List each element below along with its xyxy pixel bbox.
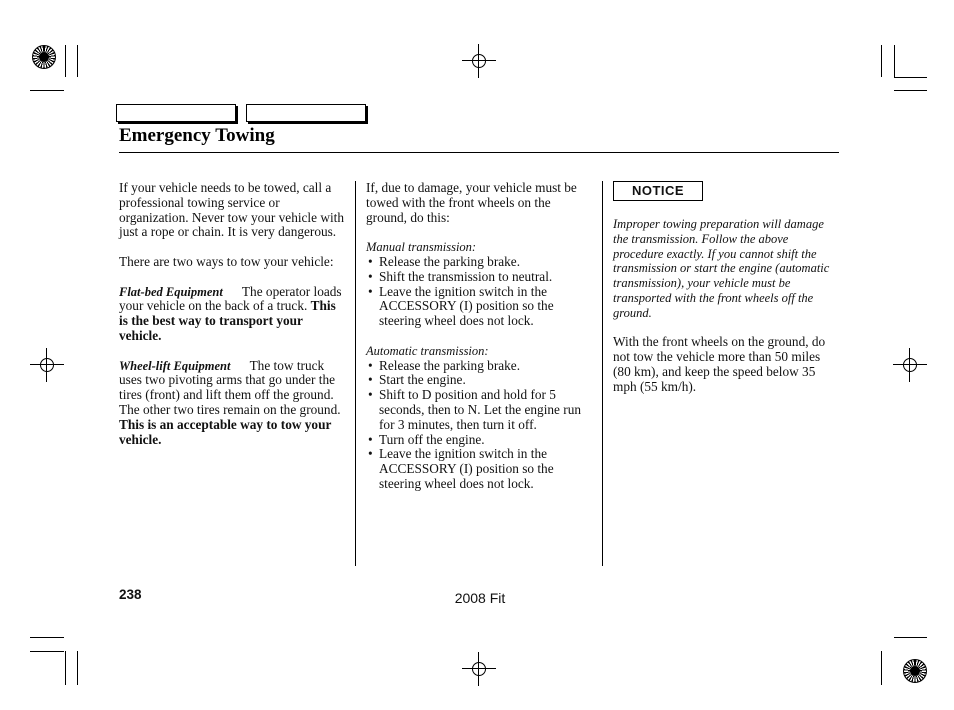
crop-mark bbox=[77, 45, 78, 77]
column-divider bbox=[602, 181, 603, 566]
page-number: 238 bbox=[119, 587, 142, 602]
automatic-steps-list bbox=[366, 359, 594, 492]
ways-paragraph: There are two ways to tow your vehicle: bbox=[119, 253, 334, 269]
flatbed-text: The operator loads your vehicle on the back of a truck. bbox=[119, 283, 342, 314]
crop-mark bbox=[77, 651, 78, 685]
crosshair-icon bbox=[462, 44, 496, 78]
automatic-transmission-heading: Automatic transmission: bbox=[366, 343, 489, 358]
footer-model: 2008 Fit bbox=[454, 590, 506, 606]
notice-badge: NOTICE bbox=[613, 181, 703, 201]
nav-tab-contents[interactable] bbox=[116, 104, 236, 122]
manual-steps-list bbox=[366, 255, 594, 329]
nav-tab-index[interactable] bbox=[246, 104, 366, 122]
crop-mark bbox=[30, 651, 64, 652]
list-item: • Release the parking brake. bbox=[366, 359, 594, 374]
crosshair-icon bbox=[30, 348, 64, 382]
crop-mark bbox=[894, 90, 927, 91]
crop-mark bbox=[65, 45, 66, 77]
page-title: Emergency Towing bbox=[119, 125, 275, 146]
crop-mark bbox=[65, 651, 66, 685]
crop-mark bbox=[881, 651, 882, 685]
list-item: • Release the parking brake. bbox=[366, 255, 594, 270]
column-1 bbox=[119, 181, 344, 462]
wheellift-heading: Wheel-lift Equipment bbox=[119, 358, 231, 373]
crop-mark bbox=[894, 45, 895, 77]
crosshair-icon bbox=[462, 652, 496, 686]
crosshair-icon bbox=[893, 348, 927, 382]
list-item: • Start the engine. bbox=[366, 373, 594, 388]
intro-paragraph: If your vehicle needs to be towed, call a professional towing service or organization. Never tow your vehicle with just a rope or chain. It is very dangerous. bbox=[119, 180, 344, 240]
wheellift-bold: This is an acceptable way to tow your vehicle. bbox=[119, 416, 332, 447]
list-item: • Turn off the engine. bbox=[366, 433, 594, 448]
title-rule bbox=[119, 152, 839, 153]
wheellift-text: The tow truck uses two pivoting arms that go under the tires (front) and lift them off the ground. The other two tires remain on the ground. bbox=[119, 357, 341, 417]
crop-mark bbox=[30, 90, 64, 91]
registration-sunburst-icon bbox=[32, 45, 56, 69]
list-item: • Leave the ignition switch in the ACCESSORY (I) position so the steering wheel does not lock. bbox=[366, 285, 594, 329]
flatbed-heading: Flat-bed Equipment bbox=[119, 284, 223, 299]
flatbed-bold: This is the best way to transport your vehicle. bbox=[119, 298, 336, 343]
column-3 bbox=[613, 181, 841, 409]
crop-mark bbox=[894, 637, 927, 638]
wheellift-paragraph bbox=[119, 359, 344, 448]
registration-sunburst-icon bbox=[903, 659, 927, 683]
front-wheels-intro: If, due to damage, your vehicle must be towed with the front wheels on the ground, do this: bbox=[366, 180, 577, 225]
manual-transmission-heading: Manual transmission: bbox=[366, 240, 477, 255]
crop-mark bbox=[30, 637, 64, 638]
list-item: • Shift to D position and hold for 5 seconds, then to N. Let the engine run for 3 minutes, then turn it off. bbox=[366, 388, 594, 432]
crop-mark bbox=[881, 45, 882, 77]
flatbed-paragraph bbox=[119, 285, 344, 344]
list-item: • Shift the transmission to neutral. bbox=[366, 270, 594, 285]
column-divider bbox=[355, 181, 356, 566]
column-2 bbox=[366, 181, 594, 507]
list-item: • Leave the ignition switch in the ACCESSORY (I) position so the steering wheel does not lock. bbox=[366, 447, 594, 491]
notice-text: Improper towing preparation will damage the transmission. Follow the above procedure exactly. If you cannot shift the transmission or start the engine (automatic transmission), your vehicle must be transported with the front wheels off the ground. bbox=[613, 217, 830, 320]
crop-mark bbox=[894, 77, 927, 78]
speed-limit-paragraph: With the front wheels on the ground, do not tow the vehicle more than 50 miles (80 km), and keep the speed below 35 mph (55 km/h). bbox=[613, 334, 826, 394]
